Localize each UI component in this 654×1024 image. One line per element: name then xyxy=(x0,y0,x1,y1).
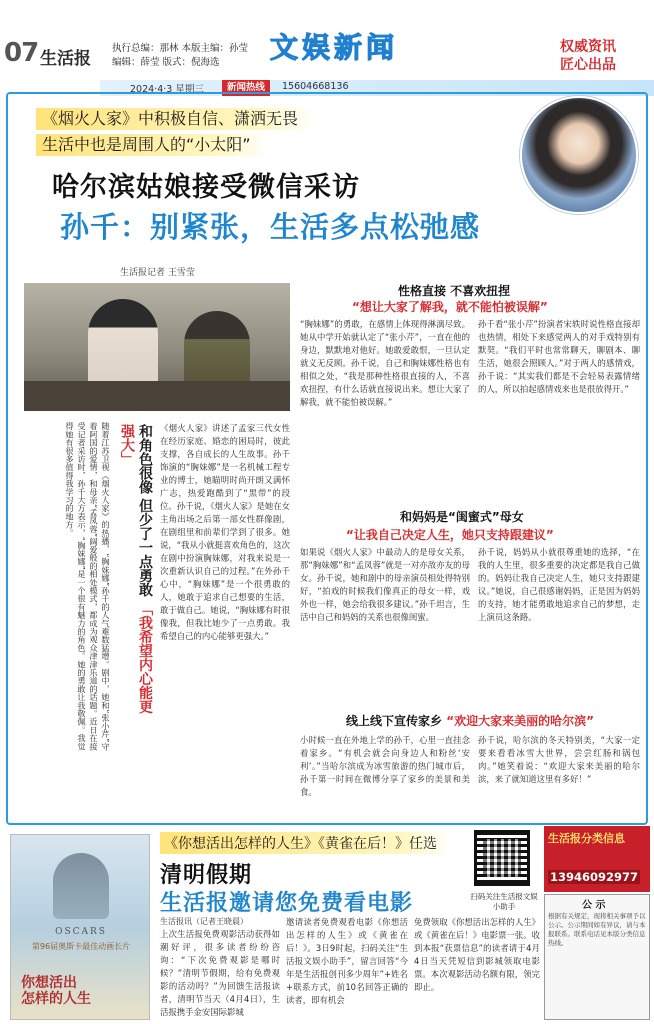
classified-ad-title: 生活报分类信息 xyxy=(548,832,625,845)
poster-title xyxy=(21,975,91,1007)
section-2-quote: “让我自己决定人生，她只支持跟建议” xyxy=(346,528,554,542)
promo-column-2: 邀请读者免费观看电影《你想活出怎样的人生》或《黄雀在后！》。3日9时起，扫码关注“生活报文娱小助手”，留言回答“今年是生活报创刊多少周年”+姓名+联系方式，前10名回答正确的读者，即有机会 xyxy=(286,917,408,1005)
promo-headline-1: 清明假期 xyxy=(160,863,253,888)
promo-byline: 生活报讯（记者王晓晨） xyxy=(160,917,248,926)
movie-poster xyxy=(10,834,150,1020)
hotline-number: 15604668136 xyxy=(282,81,349,92)
portrait-photo xyxy=(520,96,638,214)
section-3-title xyxy=(346,712,594,729)
section-3-column-2: 孙千说，哈尔滨的冬天特别美，“大家一定要来看看冰雪大世界，尝尝红肠和锅包肉。”她笑着说：“欢迎大家来美丽的哈尔滨，来了就知道这里有多好！” xyxy=(478,735,640,784)
slogan-line-2: 匠心出品 xyxy=(560,57,616,73)
drama-still-photo xyxy=(24,283,290,411)
hotline-label: 新闻热线 xyxy=(222,80,270,96)
pull-quote-red: 「我希望内心能更强大」 xyxy=(119,424,153,714)
page-number: 07 xyxy=(4,38,39,68)
staff-line-1: 执行总编：那林 本版主编：孙莹 xyxy=(112,43,249,54)
vertical-intro-text: 随着江苏卫视《烟火人家》的热播，“胸妹娜”孙千的人气难数猛增。剧中，她和“张小芹”守着阿国的爱情，和母亲“孟凤蓉”阔爱般的相处模式，都成为观众津津乐道的话题。近日在接受记者采访时，孙千大方表示，“胸妹娜”是一个很有魅力的角色。她的勇敢让我敬佩。我觉得她有很多值得我学习的地方。 xyxy=(65,422,111,751)
section-2-column-2: 孙千说，妈妈从小就很尊重她的选择，“在我的人生里，很多重要的决定都是我自己做的。妈妈让我自己决定人生，她只支持跟建议。”她说，自己很感谢妈妈，正是因为妈妈的支持，她才能勇敢地追求自己的梦想，走上演员这条路。 xyxy=(478,547,640,622)
article-kicker xyxy=(36,108,476,160)
section-1-quote: “想让大家了解我，就不能怕被误解” xyxy=(352,300,548,314)
notice-text: 根据有关规定，现将相关事项予以公示。公示期间如有异议，请与本报联系。联系电话见本版分类信息热线。 xyxy=(548,912,646,947)
kicker-line-2: 生活中也是周围人的“小太阳” xyxy=(36,134,269,156)
section-1-column-1: “胸妹娜”的勇敢，在感情上体现得淋漓尽致。她从中学开始就认定了“张小芹”，一直在他的身边，默默地对他好。她敢爱敢恨，一旦认定就义无反顾。孙千说，自己和胸妹娜性格也有相似之处，“我是那种性格很直接的人，不喜欢扭捏，有什么话就直接说出来。想让大家了解我，就不能怕被误解。” xyxy=(300,319,470,407)
section-title: 文娱新闻 xyxy=(270,31,399,64)
issue-date: 2024·4·3 星期三 xyxy=(130,84,204,95)
notice-title: 公 示 xyxy=(582,900,606,911)
section-3-column-1: 小时候一直在外地上学的孙千，心里一直挂念着家乡。“有机会就会向身边人和粉丝‘安利’。”当哈尔滨成为冰雪旅游的热门城市后，孙千第一时间在微博分享了家乡的美景和美食。 xyxy=(300,735,470,797)
poster-award: 第96届奥斯卡最佳动画长片 xyxy=(31,942,131,951)
section-3-title-red: “欢迎大家来美丽的哈尔滨” xyxy=(446,714,594,728)
section-2-column-1: 如果说《烟火人家》中最动人的是母女关系，那“胸妹娜”和“孟凤蓉”就是一对亦敌亦友的母女。孙千说，她和剧中的母亲演员相处得特别好，“拍戏的时候我们像真正的母女一样，戏外也一样，她会给我很多建议。”孙千坦言，生活中自己和妈妈的关系也很像闺蜜。 xyxy=(300,547,470,622)
poster-title-line-1: 你想活出 xyxy=(21,975,77,991)
article-byline: 生活报记者 王雪莹 xyxy=(120,268,195,278)
qr-caption: 扫码关注生活报文娱小助手 xyxy=(470,892,538,911)
vertical-pull-quote xyxy=(112,424,154,724)
kicker-line-1: 《烟火人家》中积极自信、潇洒无畏 xyxy=(36,108,316,130)
poster-title-line-2: 怎样的人生 xyxy=(21,991,91,1007)
staff-credits xyxy=(112,42,248,70)
qr-code[interactable] xyxy=(474,830,530,886)
promo-column-1: 上次生活报免费观影活动获得如潮好评，很多读者纷纷咨询：“下次免费观影是哪时候？”清明节假期，给有免费观影的活动吗？”为回馈生活报读者，清明节当天（4月4日），生活报携手金安国际影城 xyxy=(160,929,280,1017)
promo-column-3: 免费领取《你想活出怎样的人生》或《黄雀在后！》电影票一张。收到本报“获票信息”的读者请于4月4日当天凭短信到影城领取电影票。本次观影活动名额有限，领完即止。 xyxy=(414,917,540,992)
mid-column-text: 《烟火人家》讲述了孟家三代女性在经历家庭、婚恋的困局时，彼此支撑，各自成长的人生故事。孙千饰演的“胸妹娜”是一名机械工程专业的博士，她瞄明时尚开朗又满怀广志，热爱跑酷到了“黑带”的段位。孙千说，《烟火人家》是她在女主角出场之后第一部女性群像剧，在剧组里和前辈们学到了很多。她说，“我从小就挺喜欢角色的，这次在剧中扮演胸妹娜，对我来说是一次重新认识自己的过程。”在外孙千心中，“胸妹娜”是一个很勇敢的人，她敢于追求自己想要的生活，敢于做自己。她说，“胸妹娜有时很像我，但我比她少了一点勇敢。我希望自己的内心能够更强大。” xyxy=(160,423,290,641)
article-headline: 哈尔滨姑娘接受微信采访 xyxy=(52,172,360,203)
section-3-title-black: 线上线下宣传家乡 xyxy=(346,714,443,728)
poster-figure xyxy=(53,853,109,919)
article-subheadline: 孙千：别紧张，生活多点松弛感 xyxy=(60,210,481,244)
section-2-title: 和妈妈是“闺蜜式”母女 xyxy=(400,510,524,524)
promo-kicker: 《你想活出怎样的人生》《黄雀在后！》任选 xyxy=(160,832,451,854)
slogan xyxy=(560,38,616,74)
poster-oscars: OSCARS xyxy=(55,927,107,937)
pull-quote-black: 和角色很像 但少了一点勇敢 xyxy=(137,424,153,597)
classified-ad-phone: 13946092977 xyxy=(550,870,639,884)
section-1-title: 性格直接 不喜欢扭捏 xyxy=(398,284,511,298)
photo-table xyxy=(24,381,290,411)
paper-logo: 生活报 xyxy=(40,49,91,69)
staff-line-2: 编辑：薛莹 版式：倪海选 xyxy=(112,57,220,68)
section-1-column-2: 孙千看“张小芹”扮演者宋轶时说性格直接却也热情，相处下来感觉两人的对手戏特别有默契。“我们平时也常常聊天，聊剧本、聊生活，她很会照顾人。”对于两人的感情戏，孙千说：“其实我们都是不会轻易表露情绪的人，所以拍起感情戏来也是很放得开。” xyxy=(478,319,640,394)
promo-headline-2: 生活报邀请您免费看电影 xyxy=(160,891,414,916)
slogan-line-1: 权威资讯 xyxy=(560,39,616,55)
